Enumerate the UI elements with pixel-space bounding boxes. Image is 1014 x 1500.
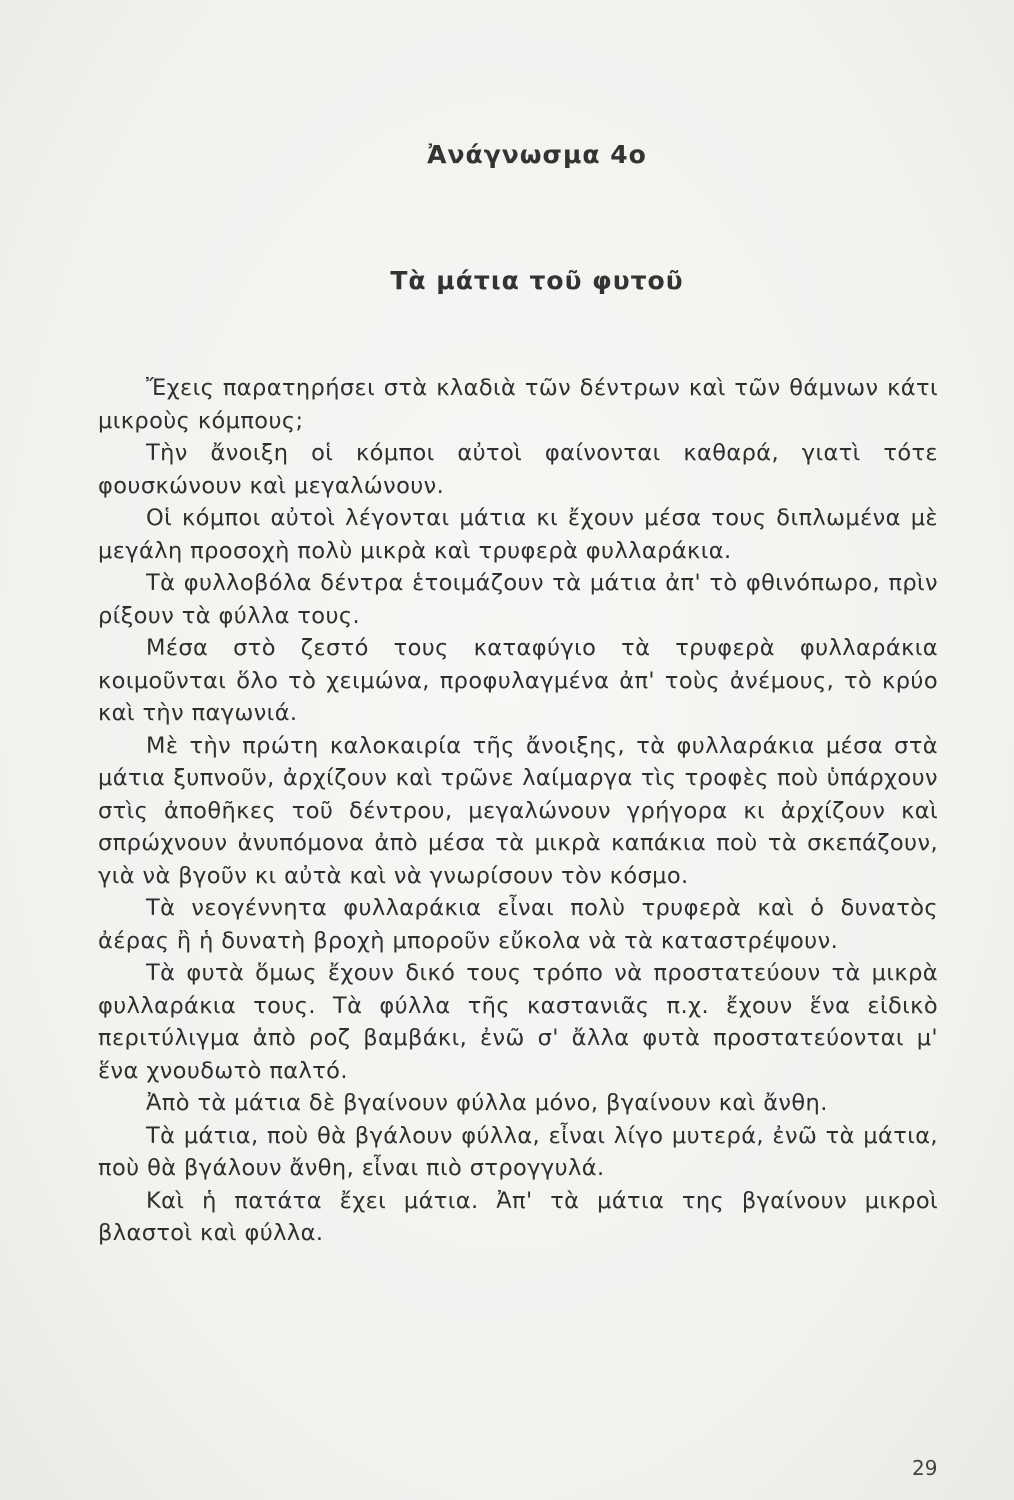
paragraph: Μέσα στὸ ζεστό τους καταφύγιο τὰ τρυφερὰ φυλλαράκια κοιμοῦνται ὅλο τὸ χειμώνα, προφυλαγμένα ἀπ' τοὺς ἀνέμους, τὸ κρύο καὶ τὴν παγωνιά. (98, 635, 938, 726)
paragraph: Τὰ φυτὰ ὅμως ἔχουν δικό τους τρόπο νὰ προστατεύουν τὰ μικρὰ φυλλαράκια τους. Τὰ φύλλα τῆς καστανιᾶς π.χ. ἔχουν ἕνα εἰδικὸ περιτύλιγμα ἀπὸ ροζ βαμβάκι, ἐνῶ σ' ἄλλα φυτὰ προστατεύονται μ' ἕνα χνουδωτὸ παλτό. (98, 960, 938, 1084)
page-number: 29 (912, 1456, 938, 1480)
paragraph: Ἀπὸ τὰ μάτια δὲ βγαίνουν φύλλα μόνο, βγαίνουν καὶ ἄνθη. (146, 1090, 828, 1116)
paragraph: Μὲ τὴν πρώτη καλοκαιρία τῆς ἄνοιξης, τὰ φυλλαράκια μέσα στὰ μάτια ξυπνοῦν, ἀρχίζουν καὶ τρῶνε λαίμαργα τὶς τροφὲς ποὺ ὑπάρχουν στὶς ἀποθῆκες τοῦ δέντρου, μεγαλώνουν γρήγορα κι ἀρχίζουν καὶ σπρώχνουν ἀνυπόμονα ἀπὸ μέσα τὰ μικρὰ καπάκια ποὺ τὰ σκεπάζουν, γιὰ νὰ βγοῦν κι αὐτὰ καὶ νὰ γνωρίσουν τὸν κόσμο. (98, 732, 938, 889)
reading-number-heading: Ἀνάγνωσμα 4ο (427, 140, 647, 169)
paragraph: Οἱ κόμποι αὐτοὶ λέγονται μάτια κι ἔχουν μέσα τους διπλωμένα μὲ μεγάλη προσοχὴ πολὺ μικρὰ καὶ τρυφερὰ φυλλαράκια. (98, 505, 938, 564)
paragraph: Τὰ νεογέννητα φυλλαράκια εἶναι πολὺ τρυφερὰ καὶ ὁ δυνατὸς ἀέρας ἢ ἡ δυνατὴ βροχὴ μποροῦν εὔκολα νὰ τὰ καταστρέψουν. (98, 895, 938, 954)
paragraph: Καὶ ἡ πατάτα ἔχει μάτια. Ἀπ' τὰ μάτια της βγαίνουν μικροὶ βλαστοὶ καὶ φύλλα. (98, 1187, 938, 1246)
paragraph: Ἔχεις παρατηρήσει στὰ κλαδιὰ τῶν δέντρων καὶ τῶν θάμνων κάτι μικροὺς κόμπους; (98, 375, 938, 434)
paragraph: Τὴν ἄνοιξη οἱ κόμποι αὐτοὶ φαίνονται καθαρά, γιατὶ τότε φουσκώνουν καὶ μεγαλώνουν. (98, 440, 938, 499)
paragraph: Τὰ μάτια, ποὺ θὰ βγάλουν φύλλα, εἶναι λίγο μυτερά, ἐνῶ τὰ μάτια, ποὺ θὰ βγάλουν ἄνθη, εἶναι πιὸ στρογγυλά. (98, 1122, 938, 1181)
paragraph: Τὰ φυλλοβόλα δέντρα ἑτοιμάζουν τὰ μάτια ἀπ' τὸ φθινόπωρο, πρὶν ρίξουν τὰ φύλλα τους. (98, 570, 938, 629)
body-text (98, 372, 938, 1250)
page-title: Τὰ μάτια τοῦ φυτοῦ (390, 266, 684, 295)
